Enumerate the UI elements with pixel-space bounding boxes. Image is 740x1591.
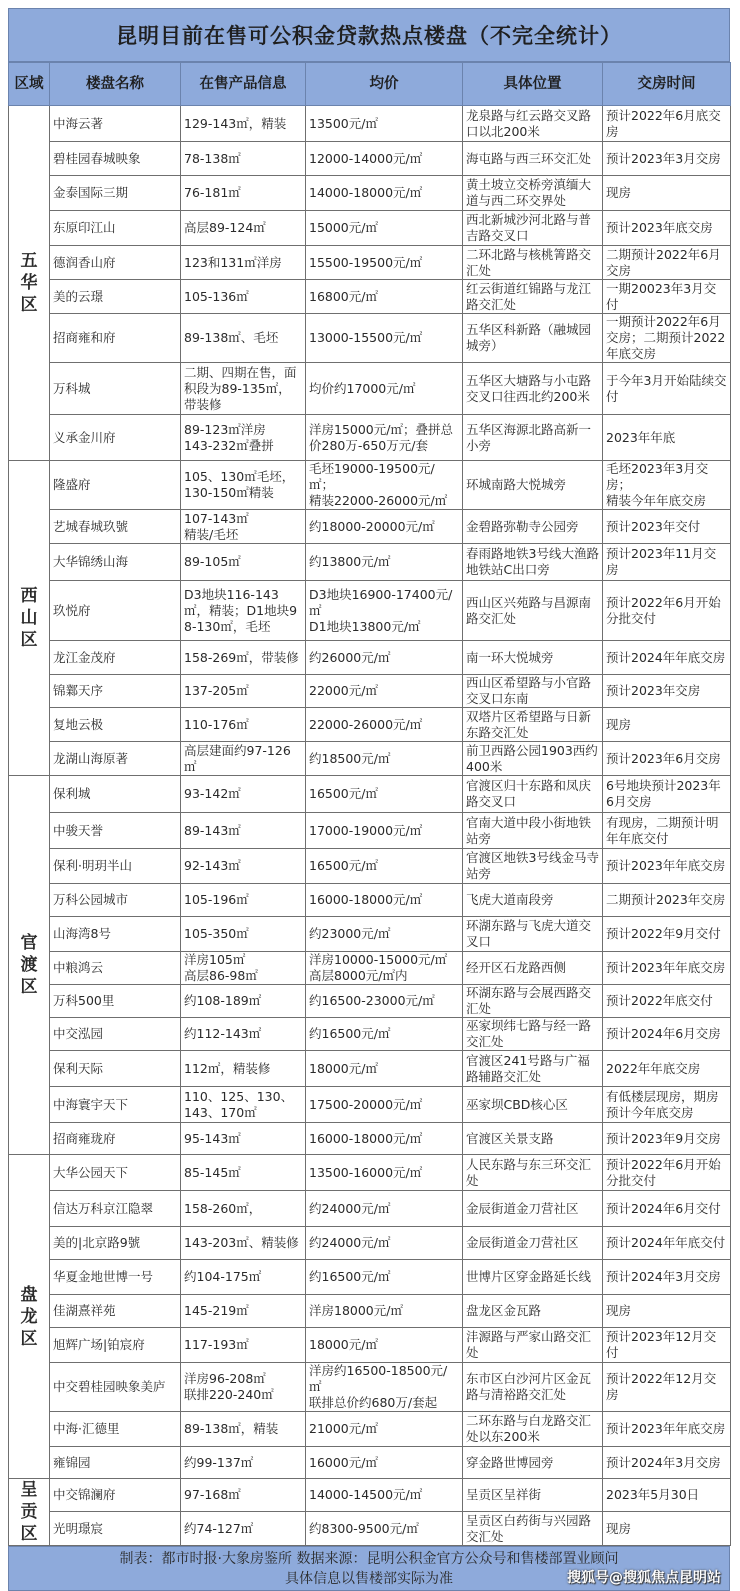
delivery-time-cell: 预计2024年年底交房 bbox=[603, 641, 731, 675]
project-name-cell: 东原印江山 bbox=[50, 211, 181, 246]
average-price-cell: 16500元/㎡ bbox=[306, 849, 463, 884]
delivery-time-cell: 现房 bbox=[603, 176, 731, 211]
table-row bbox=[9, 641, 731, 675]
location-cell: 黄土坡立交桥旁滇缅大道与西二环交界处 bbox=[463, 176, 603, 211]
table-row bbox=[9, 510, 731, 544]
product-info-cell: 89-138㎡，精装 bbox=[181, 1412, 306, 1447]
delivery-time-cell: 2023年年底 bbox=[603, 415, 731, 461]
table-row bbox=[9, 1479, 731, 1512]
table-row bbox=[9, 314, 731, 363]
average-price-cell: 13500-16000元/㎡ bbox=[306, 1155, 463, 1191]
delivery-time-cell: 预计2024年年底交付 bbox=[603, 1227, 731, 1260]
region-cell: 盘 龙 区 bbox=[9, 1155, 50, 1479]
average-price-cell: 约8300-9500元/㎡ bbox=[306, 1512, 463, 1546]
watermark: 搜狐号@搜狐焦点昆明站 bbox=[567, 1570, 721, 1586]
project-name-cell: 万科城 bbox=[50, 363, 181, 415]
product-info-cell: 105、130㎡毛坯， 130-150㎡精装 bbox=[181, 461, 306, 510]
table-row bbox=[9, 544, 731, 581]
delivery-time-cell: 预计2023年6月交房 bbox=[603, 742, 731, 776]
location-cell: 官渡区归十东路和凤庆路交叉口 bbox=[463, 776, 603, 813]
product-info-cell: 110-176㎡ bbox=[181, 708, 306, 742]
project-name-cell: 中粮鸿云 bbox=[50, 952, 181, 985]
project-name-cell: 中海·汇德里 bbox=[50, 1412, 181, 1447]
table-row bbox=[9, 211, 731, 246]
product-info-cell: 78-138㎡ bbox=[181, 142, 306, 176]
table-row bbox=[9, 742, 731, 776]
location-cell: 龙泉路与红云路交叉路口以北200米 bbox=[463, 106, 603, 142]
location-cell: 西山区希望路与小官路交叉口东南 bbox=[463, 675, 603, 708]
delivery-time-cell: 于今年3月开始陆续交付 bbox=[603, 363, 731, 415]
delivery-time-cell: 二期预计2023年交房 bbox=[603, 884, 731, 917]
average-price-cell: 约26000元/㎡ bbox=[306, 641, 463, 675]
table-row bbox=[9, 246, 731, 280]
delivery-time-cell: 6号地块预计2023年6月交房 bbox=[603, 776, 731, 813]
delivery-time-cell: 预计2022年6月底交房 bbox=[603, 106, 731, 142]
project-name-cell: 佳湖熹祥苑 bbox=[50, 1295, 181, 1328]
table-header-row bbox=[9, 63, 731, 106]
project-name-cell: 信达万科京江隐翠 bbox=[50, 1191, 181, 1227]
average-price-cell: 约18500元/㎡ bbox=[306, 742, 463, 776]
housing-table-sheet bbox=[8, 8, 730, 1591]
delivery-time-cell: 有现房，二期预计明年年底交付 bbox=[603, 813, 731, 849]
delivery-time-cell: 预计2023年交房 bbox=[603, 675, 731, 708]
average-price-cell: 13500元/㎡ bbox=[306, 106, 463, 142]
table-row bbox=[9, 776, 731, 813]
location-cell: 西北新城沙河北路与普吉路交叉口 bbox=[463, 211, 603, 246]
delivery-time-cell: 预计2023年11月交房 bbox=[603, 544, 731, 581]
project-name-cell: 保利·明玥半山 bbox=[50, 849, 181, 884]
average-price-cell: 约24000元/㎡ bbox=[306, 1227, 463, 1260]
product-info-cell: 110、125、130、 143、170㎡ bbox=[181, 1087, 306, 1123]
product-info-cell: 92-143㎡ bbox=[181, 849, 306, 884]
column-header-price: 均价 bbox=[306, 63, 463, 106]
project-name-cell: 义承金川府 bbox=[50, 415, 181, 461]
delivery-time-cell: 预计2024年3月交房 bbox=[603, 1447, 731, 1479]
project-name-cell: 中交碧桂园映象美庐 bbox=[50, 1363, 181, 1412]
location-cell: 二环东路与白龙路交汇处以东200米 bbox=[463, 1412, 603, 1447]
table-body bbox=[9, 106, 731, 1546]
product-info-cell: 约99-137㎡ bbox=[181, 1447, 306, 1479]
table-row bbox=[9, 952, 731, 985]
delivery-time-cell: 预计2023年底交房 bbox=[603, 211, 731, 246]
project-name-cell: 中海云著 bbox=[50, 106, 181, 142]
delivery-time-cell: 现房 bbox=[603, 1512, 731, 1546]
table-row bbox=[9, 1363, 731, 1412]
delivery-time-cell: 2023年5月30日 bbox=[603, 1479, 731, 1512]
product-info-cell: 105-350㎡ bbox=[181, 917, 306, 952]
table-row bbox=[9, 1155, 731, 1191]
product-info-cell: 95-143㎡ bbox=[181, 1123, 306, 1155]
location-cell: 五华区大塘路与小屯路交叉口往西北约200米 bbox=[463, 363, 603, 415]
delivery-time-cell: 毛坯2023年3月交房； 精装今年年底交房 bbox=[603, 461, 731, 510]
table-row bbox=[9, 363, 731, 415]
column-header-product: 在售产品信息 bbox=[181, 63, 306, 106]
location-cell: 呈贡区呈祥街 bbox=[463, 1479, 603, 1512]
product-info-cell: 97-168㎡ bbox=[181, 1479, 306, 1512]
delivery-time-cell: 预计2022年6月开始分批交付 bbox=[603, 581, 731, 641]
table-row bbox=[9, 1051, 731, 1087]
delivery-time-cell: 预计2022年底交付 bbox=[603, 985, 731, 1018]
product-info-cell: 高层建面约97-126㎡ bbox=[181, 742, 306, 776]
average-price-cell: 洋房10000-15000元/㎡ 高层8000元/㎡内 bbox=[306, 952, 463, 985]
project-name-cell: 招商雍珑府 bbox=[50, 1123, 181, 1155]
project-name-cell: 山海湾8号 bbox=[50, 917, 181, 952]
location-cell: 人民东路与东三环交汇处 bbox=[463, 1155, 603, 1191]
product-info-cell: 117-193㎡ bbox=[181, 1328, 306, 1363]
product-info-cell: 143-203㎡、精装修 bbox=[181, 1227, 306, 1260]
delivery-time-cell: 预计2024年6月交房 bbox=[603, 1018, 731, 1051]
delivery-time-cell: 一期预计2022年6月交房；二期预计2022年底交房 bbox=[603, 314, 731, 363]
average-price-cell: 均价约17000元/㎡ bbox=[306, 363, 463, 415]
product-info-cell: 76-181㎡ bbox=[181, 176, 306, 211]
average-price-cell: 13000-15500元/㎡ bbox=[306, 314, 463, 363]
average-price-cell: 约23000元/㎡ bbox=[306, 917, 463, 952]
product-info-cell: 158-269㎡，带装修 bbox=[181, 641, 306, 675]
project-name-cell: 锦鄴天序 bbox=[50, 675, 181, 708]
product-info-cell: 约104-175㎡ bbox=[181, 1260, 306, 1295]
product-info-cell: 约112-143㎡ bbox=[181, 1018, 306, 1051]
average-price-cell: 18000元/㎡ bbox=[306, 1051, 463, 1087]
project-name-cell: 玖悦府 bbox=[50, 581, 181, 641]
average-price-cell: 17000-19000元/㎡ bbox=[306, 813, 463, 849]
project-name-cell: 艺城春城玖號 bbox=[50, 510, 181, 544]
product-info-cell: 85-145㎡ bbox=[181, 1155, 306, 1191]
delivery-time-cell: 预计2023年年底交房 bbox=[603, 849, 731, 884]
location-cell: 前卫西路公园1903西约400米 bbox=[463, 742, 603, 776]
average-price-cell: 21000元/㎡ bbox=[306, 1412, 463, 1447]
column-header-region: 区域 bbox=[9, 63, 50, 106]
product-info-cell: 二期、四期在售，面积段为89-135㎡，带装修 bbox=[181, 363, 306, 415]
average-price-cell: 洋房15000元/㎡；叠拼总价280万-650万元/套 bbox=[306, 415, 463, 461]
table-row bbox=[9, 884, 731, 917]
project-name-cell: 大华公园天下 bbox=[50, 1155, 181, 1191]
project-name-cell: 中骏天誉 bbox=[50, 813, 181, 849]
footer-note-line: 具体信息以售楼部实际为准 bbox=[285, 1571, 453, 1587]
average-price-cell: 洋房18000元/㎡ bbox=[306, 1295, 463, 1328]
region-cell: 呈 贡 区 bbox=[9, 1479, 50, 1546]
project-name-cell: 金泰国际三期 bbox=[50, 176, 181, 211]
delivery-time-cell: 预计2023年12月交付 bbox=[603, 1328, 731, 1363]
average-price-cell: 14000-18000元/㎡ bbox=[306, 176, 463, 211]
delivery-time-cell: 预计2024年6月交付 bbox=[603, 1191, 731, 1227]
project-name-cell: 旭辉广场|铂宸府 bbox=[50, 1328, 181, 1363]
average-price-cell: 16000-18000元/㎡ bbox=[306, 1123, 463, 1155]
project-name-cell: 德润香山府 bbox=[50, 246, 181, 280]
location-cell: 官南大道中段小街地铁站旁 bbox=[463, 813, 603, 849]
location-cell: 飞虎大道南段旁 bbox=[463, 884, 603, 917]
table-row bbox=[9, 142, 731, 176]
project-name-cell: 华夏金地世博一号 bbox=[50, 1260, 181, 1295]
table-row bbox=[9, 581, 731, 641]
product-info-cell: 112㎡，精装修 bbox=[181, 1051, 306, 1087]
product-info-cell: 约74-127㎡ bbox=[181, 1512, 306, 1546]
location-cell: 红云街道红锦路与龙江路交汇处 bbox=[463, 280, 603, 314]
average-price-cell: 14000-14500元/㎡ bbox=[306, 1479, 463, 1512]
delivery-time-cell: 预计2023年交付 bbox=[603, 510, 731, 544]
average-price-cell: 约24000元/㎡ bbox=[306, 1191, 463, 1227]
table-row bbox=[9, 1447, 731, 1479]
project-name-cell: 大华锦绣山海 bbox=[50, 544, 181, 581]
product-info-cell: 89-138㎡、毛坯 bbox=[181, 314, 306, 363]
product-info-cell: 89-105㎡ bbox=[181, 544, 306, 581]
product-info-cell: 高层89-124㎡ bbox=[181, 211, 306, 246]
location-cell: 穿金路世博园旁 bbox=[463, 1447, 603, 1479]
table-row bbox=[9, 813, 731, 849]
product-info-cell: 93-142㎡ bbox=[181, 776, 306, 813]
location-cell: 盘龙区金瓦路 bbox=[463, 1295, 603, 1328]
location-cell: 官渡区241号路与广福路辅路交汇处 bbox=[463, 1051, 603, 1087]
average-price-cell: 约16500-23000元/㎡ bbox=[306, 985, 463, 1018]
table-row bbox=[9, 415, 731, 461]
project-name-cell: 隆盛府 bbox=[50, 461, 181, 510]
delivery-time-cell: 预计2023年年底交房 bbox=[603, 952, 731, 985]
table-row bbox=[9, 1191, 731, 1227]
location-cell: 官渡区关景支路 bbox=[463, 1123, 603, 1155]
delivery-time-cell: 预计2023年3月交房 bbox=[603, 142, 731, 176]
table-row bbox=[9, 1087, 731, 1123]
delivery-time-cell: 预计2022年6月开始分批交付 bbox=[603, 1155, 731, 1191]
region-cell: 官 渡 区 bbox=[9, 776, 50, 1155]
average-price-cell: 16800元/㎡ bbox=[306, 280, 463, 314]
table-row bbox=[9, 849, 731, 884]
location-cell: 呈贡区白药街与兴园路交汇处 bbox=[463, 1512, 603, 1546]
location-cell: 双塔片区希望路与日新东路交汇处 bbox=[463, 708, 603, 742]
table-row bbox=[9, 1260, 731, 1295]
product-info-cell: D3地块116-143㎡，精装；D1地块98-130㎡，毛坯 bbox=[181, 581, 306, 641]
location-cell: 金辰街道金刀营社区 bbox=[463, 1227, 603, 1260]
average-price-cell: 12000-14000元/㎡ bbox=[306, 142, 463, 176]
project-name-cell: 复地云极 bbox=[50, 708, 181, 742]
table-row bbox=[9, 675, 731, 708]
product-info-cell: 89-143㎡ bbox=[181, 813, 306, 849]
project-name-cell: 中海寰宇天下 bbox=[50, 1087, 181, 1123]
product-info-cell: 105-196㎡ bbox=[181, 884, 306, 917]
product-info-cell: 107-143㎡ 精装/毛坯 bbox=[181, 510, 306, 544]
delivery-time-cell: 预计2022年12月交房 bbox=[603, 1363, 731, 1412]
delivery-time-cell: 预计2022年9月交付 bbox=[603, 917, 731, 952]
product-info-cell: 129-143㎡，精装 bbox=[181, 106, 306, 142]
product-info-cell: 137-205㎡ bbox=[181, 675, 306, 708]
project-name-cell: 龙江金茂府 bbox=[50, 641, 181, 675]
average-price-cell: 22000元/㎡ bbox=[306, 675, 463, 708]
product-info-cell: 洋房96-208㎡ 联排220-240㎡ bbox=[181, 1363, 306, 1412]
average-price-cell: 约13800元/㎡ bbox=[306, 544, 463, 581]
housing-table bbox=[8, 62, 731, 1546]
location-cell: 五华区海源北路高新一小旁 bbox=[463, 415, 603, 461]
location-cell: 环城南路大悦城旁 bbox=[463, 461, 603, 510]
product-info-cell: 约108-189㎡ bbox=[181, 985, 306, 1018]
average-price-cell: D3地块16900-17400元/㎡ D1地块13800元/㎡ bbox=[306, 581, 463, 641]
project-name-cell: 招商雍和府 bbox=[50, 314, 181, 363]
location-cell: 西山区兴苑路与昌源南路交汇处 bbox=[463, 581, 603, 641]
delivery-time-cell: 预计2023年9月交房 bbox=[603, 1123, 731, 1155]
project-name-cell: 雍锦园 bbox=[50, 1447, 181, 1479]
location-cell: 东市区白沙河片区金瓦路与清裕路交汇处 bbox=[463, 1363, 603, 1412]
table-row bbox=[9, 1512, 731, 1546]
region-cell: 西 山 区 bbox=[9, 461, 50, 776]
average-price-cell: 约18000-20000元/㎡ bbox=[306, 510, 463, 544]
location-cell: 春雨路地铁3号线大渔路地铁站C出口旁 bbox=[463, 544, 603, 581]
project-name-cell: 万科公园城市 bbox=[50, 884, 181, 917]
delivery-time-cell: 有低楼层现房，期房预计今年底交房 bbox=[603, 1087, 731, 1123]
location-cell: 海屯路与西三环交汇处 bbox=[463, 142, 603, 176]
region-cell: 五 华 区 bbox=[9, 106, 50, 461]
location-cell: 经开区石龙路西侧 bbox=[463, 952, 603, 985]
project-name-cell: 万科500里 bbox=[50, 985, 181, 1018]
average-price-cell: 约16500元/㎡ bbox=[306, 1018, 463, 1051]
table-row bbox=[9, 280, 731, 314]
delivery-time-cell: 2022年年底交房 bbox=[603, 1051, 731, 1087]
location-cell: 金碧路弥勒寺公园旁 bbox=[463, 510, 603, 544]
product-info-cell: 洋房105㎡ 高层86-98㎡ bbox=[181, 952, 306, 985]
project-name-cell: 保利城 bbox=[50, 776, 181, 813]
table-row bbox=[9, 1412, 731, 1447]
average-price-cell: 16000-18000元/㎡ bbox=[306, 884, 463, 917]
average-price-cell: 15500-19500元/㎡ bbox=[306, 246, 463, 280]
delivery-time-cell: 二期预计2022年6月交房 bbox=[603, 246, 731, 280]
location-cell: 金辰街道金刀营社区 bbox=[463, 1191, 603, 1227]
table-row bbox=[9, 917, 731, 952]
table-title: 昆明目前在售可公积金贷款热点楼盘（不完全统计） bbox=[8, 8, 730, 62]
delivery-time-cell: 现房 bbox=[603, 1295, 731, 1328]
table-row bbox=[9, 1227, 731, 1260]
project-name-cell: 保利天际 bbox=[50, 1051, 181, 1087]
product-info-cell: 158-260㎡， bbox=[181, 1191, 306, 1227]
product-info-cell: 145-219㎡ bbox=[181, 1295, 306, 1328]
column-header-project: 楼盘名称 bbox=[50, 63, 181, 106]
table-row bbox=[9, 1328, 731, 1363]
average-price-cell: 16500元/㎡ bbox=[306, 776, 463, 813]
location-cell: 官渡区地铁3号线金马寺站旁 bbox=[463, 849, 603, 884]
location-cell: 世博片区穿金路延长线 bbox=[463, 1260, 603, 1295]
footer-source-line: 制表：都市时报·大象房鉴所 数据来源：昆明公积金官方公众号和售楼部置业顾问 bbox=[119, 1551, 619, 1567]
table-row bbox=[9, 1123, 731, 1155]
average-price-cell: 15000元/㎡ bbox=[306, 211, 463, 246]
location-cell: 五华区科新路（融城园城旁） bbox=[463, 314, 603, 363]
location-cell: 二环北路与核桃箐路交汇处 bbox=[463, 246, 603, 280]
project-name-cell: 碧桂园春城映象 bbox=[50, 142, 181, 176]
average-price-cell: 毛坯19000-19500元/㎡； 精装22000-26000元/㎡ bbox=[306, 461, 463, 510]
location-cell: 南一环大悦城旁 bbox=[463, 641, 603, 675]
column-header-delivery: 交房时间 bbox=[603, 63, 731, 106]
location-cell: 沣源路与严家山路交汇处 bbox=[463, 1328, 603, 1363]
average-price-cell: 洋房约16500-18500元/㎡ 联排总价约680万/套起 bbox=[306, 1363, 463, 1412]
product-info-cell: 105-136㎡ bbox=[181, 280, 306, 314]
average-price-cell: 22000-26000元/㎡ bbox=[306, 708, 463, 742]
project-name-cell: 美的云璟 bbox=[50, 280, 181, 314]
delivery-time-cell: 现房 bbox=[603, 708, 731, 742]
average-price-cell: 约16500元/㎡ bbox=[306, 1260, 463, 1295]
project-name-cell: 美的|北京路9號 bbox=[50, 1227, 181, 1260]
table-row bbox=[9, 708, 731, 742]
location-cell: 环湖东路与会展西路交汇处 bbox=[463, 985, 603, 1018]
delivery-time-cell: 预计2024年3月交房 bbox=[603, 1260, 731, 1295]
project-name-cell: 中交泓园 bbox=[50, 1018, 181, 1051]
table-row bbox=[9, 176, 731, 211]
table-row bbox=[9, 985, 731, 1018]
table-footer bbox=[8, 1546, 730, 1591]
location-cell: 巫家坝纬七路与经一路交汇处 bbox=[463, 1018, 603, 1051]
delivery-time-cell: 预计2023年年底交房 bbox=[603, 1412, 731, 1447]
average-price-cell: 17500-20000元/㎡ bbox=[306, 1087, 463, 1123]
table-row bbox=[9, 461, 731, 510]
average-price-cell: 18000元/㎡ bbox=[306, 1328, 463, 1363]
delivery-time-cell: 一期20023年3月交付 bbox=[603, 280, 731, 314]
table-row bbox=[9, 106, 731, 142]
project-name-cell: 光明璟宸 bbox=[50, 1512, 181, 1546]
project-name-cell: 中交锦澜府 bbox=[50, 1479, 181, 1512]
project-name-cell: 龙湖山海原著 bbox=[50, 742, 181, 776]
column-header-location: 具体位置 bbox=[463, 63, 603, 106]
product-info-cell: 123和131㎡洋房 bbox=[181, 246, 306, 280]
table-row bbox=[9, 1295, 731, 1328]
location-cell: 环湖东路与飞虎大道交叉口 bbox=[463, 917, 603, 952]
average-price-cell: 16000元/㎡ bbox=[306, 1447, 463, 1479]
location-cell: 巫家坝CBD核心区 bbox=[463, 1087, 603, 1123]
table-row bbox=[9, 1018, 731, 1051]
product-info-cell: 89-123㎡洋房 143-232㎡叠拼 bbox=[181, 415, 306, 461]
